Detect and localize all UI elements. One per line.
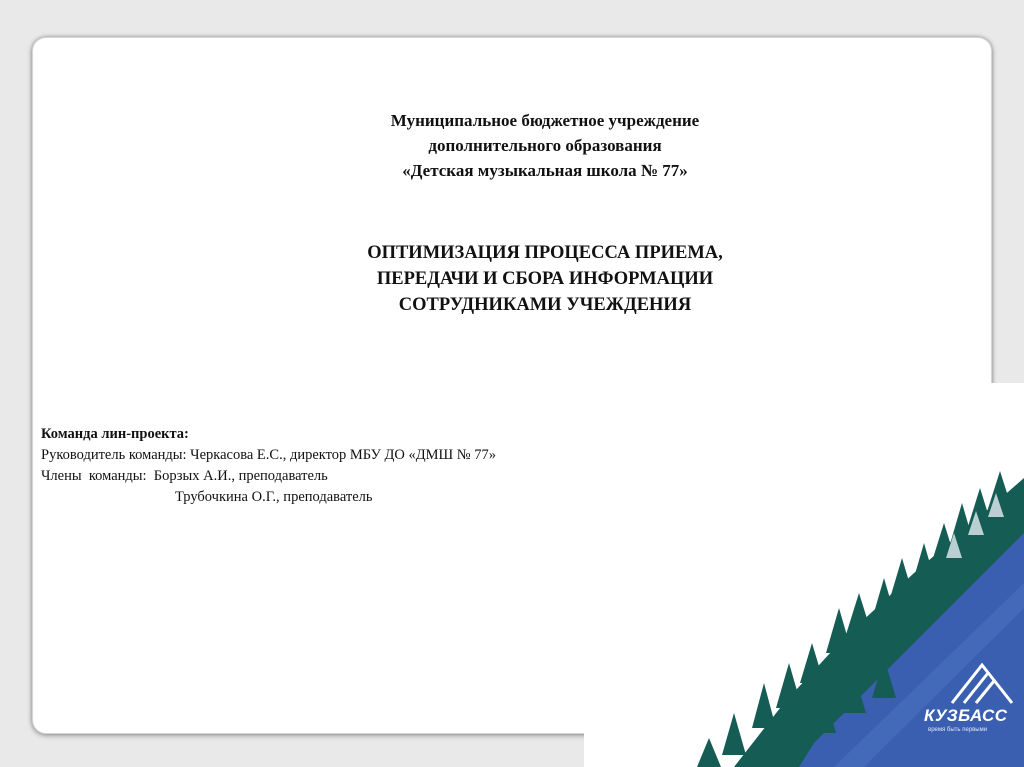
team-member-2: Трубочкина О.Г., преподаватель <box>175 489 373 505</box>
slide-title <box>233 240 857 318</box>
institution-name <box>233 108 857 183</box>
brand-name: КУЗБАСС <box>924 706 1008 725</box>
team-info <box>41 424 601 508</box>
title-line: СОТРУДНИКАМИ УЧЕЖДЕНИЯ <box>398 295 692 315</box>
team-heading: Команда лин-проекта: <box>41 426 189 442</box>
team-leader: Руководитель команды: Черкасова Е.С., директор МБУ ДО «ДМШ № 77» <box>41 447 496 463</box>
brand-tagline: время быть первыми <box>928 727 988 733</box>
institution-line: дополнительного образования <box>428 136 662 155</box>
kuzbass-branding-graphic <box>584 383 1024 767</box>
team-members: Члены команды: Борзых А.И., преподаватель <box>41 468 328 484</box>
title-line: ПЕРЕДАЧИ И СБОРА ИНФОРМАЦИИ <box>376 269 714 289</box>
institution-line: «Детская музыкальная школа № 77» <box>402 161 688 180</box>
title-line: ОПТИМИЗАЦИЯ ПРОЦЕССА ПРИЕМА, <box>367 243 723 263</box>
institution-line: Муниципальное бюджетное учреждение <box>390 111 700 130</box>
